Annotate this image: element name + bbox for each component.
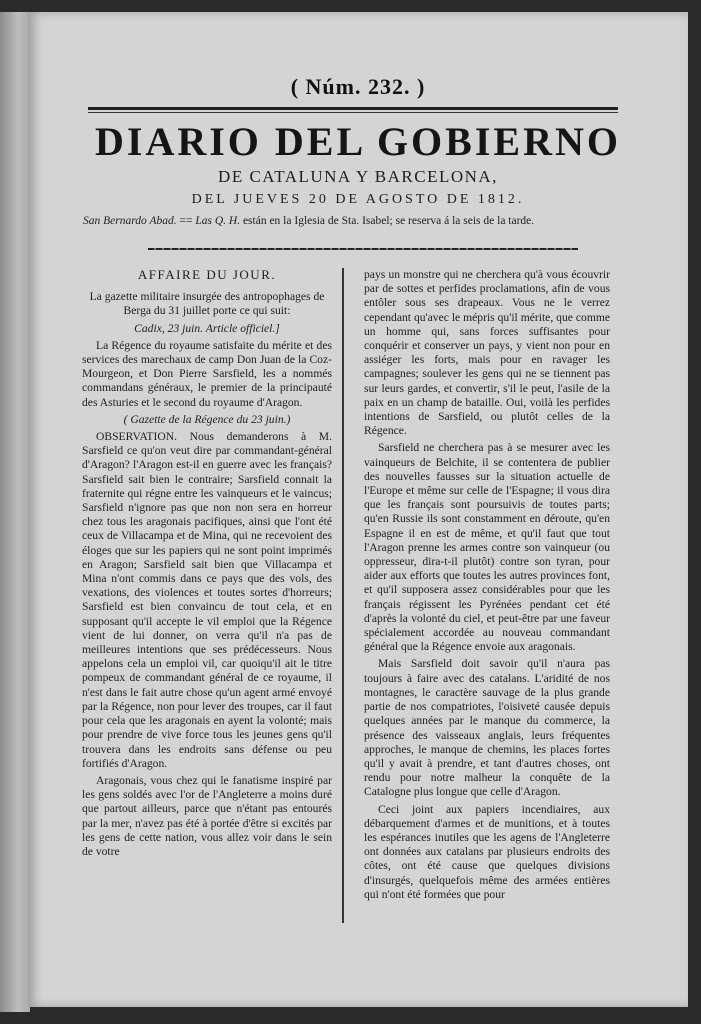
article-paragraph: Aragonais, vous chez qui le fanatisme inspiré par les gens soldés avec l'or de l'Angleterre a moins duré que partout ailleurs, parce que n'étant pas entourés par la mer, n'avez pas été à portée d'être si excités par les gens de cette nation, vous allez voir dans le sein de votre: [82, 773, 332, 858]
notice-separator: ==: [179, 215, 193, 227]
issue-date: DEL JUEVES 20 DE AGOSTO DE 1812.: [191, 192, 525, 207]
newspaper-title: DIARIO DEL GOBIERNO: [95, 119, 621, 164]
book-spine-left: [0, 12, 30, 1012]
article-paragraph: Ceci joint aux papiers incendiaires, aux débarquement d'armes et de munitions, et à toutes les espérances inutiles que les agens de l'Angleterre ont données aux catalans par plusieurs endroits des côtes, ont été cause que quelques divisions d'insurgés, quelquefois même des armées entières qui n'ont été formées que pour: [364, 802, 610, 901]
article-paragraph: La Régence du royaume satisfaite du mérite et des services des marechaux de camp Don Juan de la Coz-Mourgeon, et Don Pierre Sarsfield, les a nommés commandans généraux, le premier de la principauté des Asturies et le second du royaume d'Aragon.: [82, 338, 332, 409]
left-column: [82, 268, 332, 862]
masthead-rule-top-thin: [88, 112, 618, 113]
decorative-rule: [148, 248, 578, 250]
article-paragraph: Sarsfield ne cherchera pas à se mesurer avec les vainqueurs de Belchite, il se contentera de publier des nouvelles fausses sur la situation actuelle de l'Europe et même sur celle de l'Espagne; il vous dira que les français sont poursuivis de toutes parts; qu'en Russie ils sont constamment en déroute, qu'en Espagne il en est de même, et qu'il faut que tout l'Aragon prenne les armes contre son vainqueur (ou oppresseur, dira-t-il plutôt) contre son tyran, pour aider aux efforts que toutes les autres provinces font, et qu'il supposera assez considérables pour que les français régissent les Pyrénées pendant cet été d'après la volonté du ciel, et peut-être par une faveur spécialement accordée au nouveau commandant général que la Régence envoie aux aragonais.: [364, 441, 610, 654]
article-paragraph: pays un monstre qui ne cherchera qu'à vous écouvrir par de sottes et perfides proclamations, afin de vous entôler sous ses drapeaux. Vous ne le verrez cependant qu'avec le mépris qu'il mérite, que comme un homme qui, sans forces suffisantes pour conquérir et conserver un pays, y vient non pour en assiéger les forts, mais pour en ravager les campagnes; soulever les gens qui ne se tiennent pas sur leurs gardes, et convertir, s'il le peut, l'asile de la paix en un champ de bataille. Oui, voilà les perfides intentions de Sarsfield, ou plutôt celles de la Régence.: [364, 268, 610, 438]
saints-notice: [83, 214, 628, 229]
article-source: ( Gazette de la Régence du 23 juin.): [123, 412, 291, 426]
newspaper-subtitle: DE CATALUNA Y BARCELONA,: [218, 167, 498, 186]
column-divider: [342, 268, 344, 923]
hours-label: Las Q. H.: [195, 215, 241, 227]
issue-number: ( Núm. 232. ): [290, 74, 426, 99]
masthead-rule-top: [88, 107, 618, 110]
article-intro: La gazette militaire insurgée des antropophages de Berga du 31 juillet porte ce qui suit:: [89, 290, 325, 318]
newspaper-page: [28, 12, 688, 1007]
article-paragraph: Mais Sarsfield doit savoir qu'il n'aura pas toujours à faire avec des catalans. L'aridité de nos montagnes, le caractère sauvage de la plus grande partie de nos compatriotes, l'oisiveté causée depuis quelques années par le manque du commerce, la présence des vaisseaux anglais, leurs fréquentes approches, le manque de chemins, les places fortes qu'il y avait à prendre, et tant d'autres choses, ont rendu pour notre malheur la conquête de la Catalogne plus longue que celle d'Aragon.: [364, 657, 610, 799]
article-heading: AFFAIRE DU JOUR.: [137, 267, 277, 282]
right-column: [364, 268, 610, 905]
saint-name: San Bernardo Abad.: [83, 215, 177, 227]
article-paragraph: OBSERVATION. Nous demanderons à M. Sarsfield ce qu'on veut dire par commandant-général d'Aragon? l'Aragon est-il en guerre avec les français? Sarsfield sait bien le contraire; Sarsfield connait la fraternite qui régne entre les vainqueurs et le vaincus; Sarsfield n'ignore pas que non non sera en horreur chez tous les aragonais pacifiques, ainsi que l'ont été ceux de Villacampa et de Mina, qui ne recevoient des éloges que sur les papiers qui ne sont point imprimés en Aragon; Sarsfield sait bien que Villacampa et Mina n'ont commis dans ce pays que des vols, des vexations, des violences et toutes sortes d'horreurs; Sarsfield est bien convaincu de tout cela, et en supposant qu'il accepte le vil emploi que la Régence vient de lui donner, on verra qu'il n'a pas de meilleures intentions que ses prédécesseurs. Nous appelons cela un emploi vil, car quoiqu'il ait le titre pompeux de commandant général de ce royaume, il n'est dans le fait autre chose qu'un agent armé envoyé par la Régence, non pour lever des troupes, car il faut pour cela que les aragonais en ayent la volonté; mais pour prendre de vive force tous les jeunes gens qu'il trouvera dans les endroits sans défense ou peu fortifiés d'Aragon.: [82, 430, 332, 770]
article-dateline: Cadix, 23 juin. Article officiel.]: [134, 321, 280, 335]
notice-text: están en la Iglesia de Sta. Isabel; se reserva á la seis de la tarde.: [240, 215, 535, 227]
